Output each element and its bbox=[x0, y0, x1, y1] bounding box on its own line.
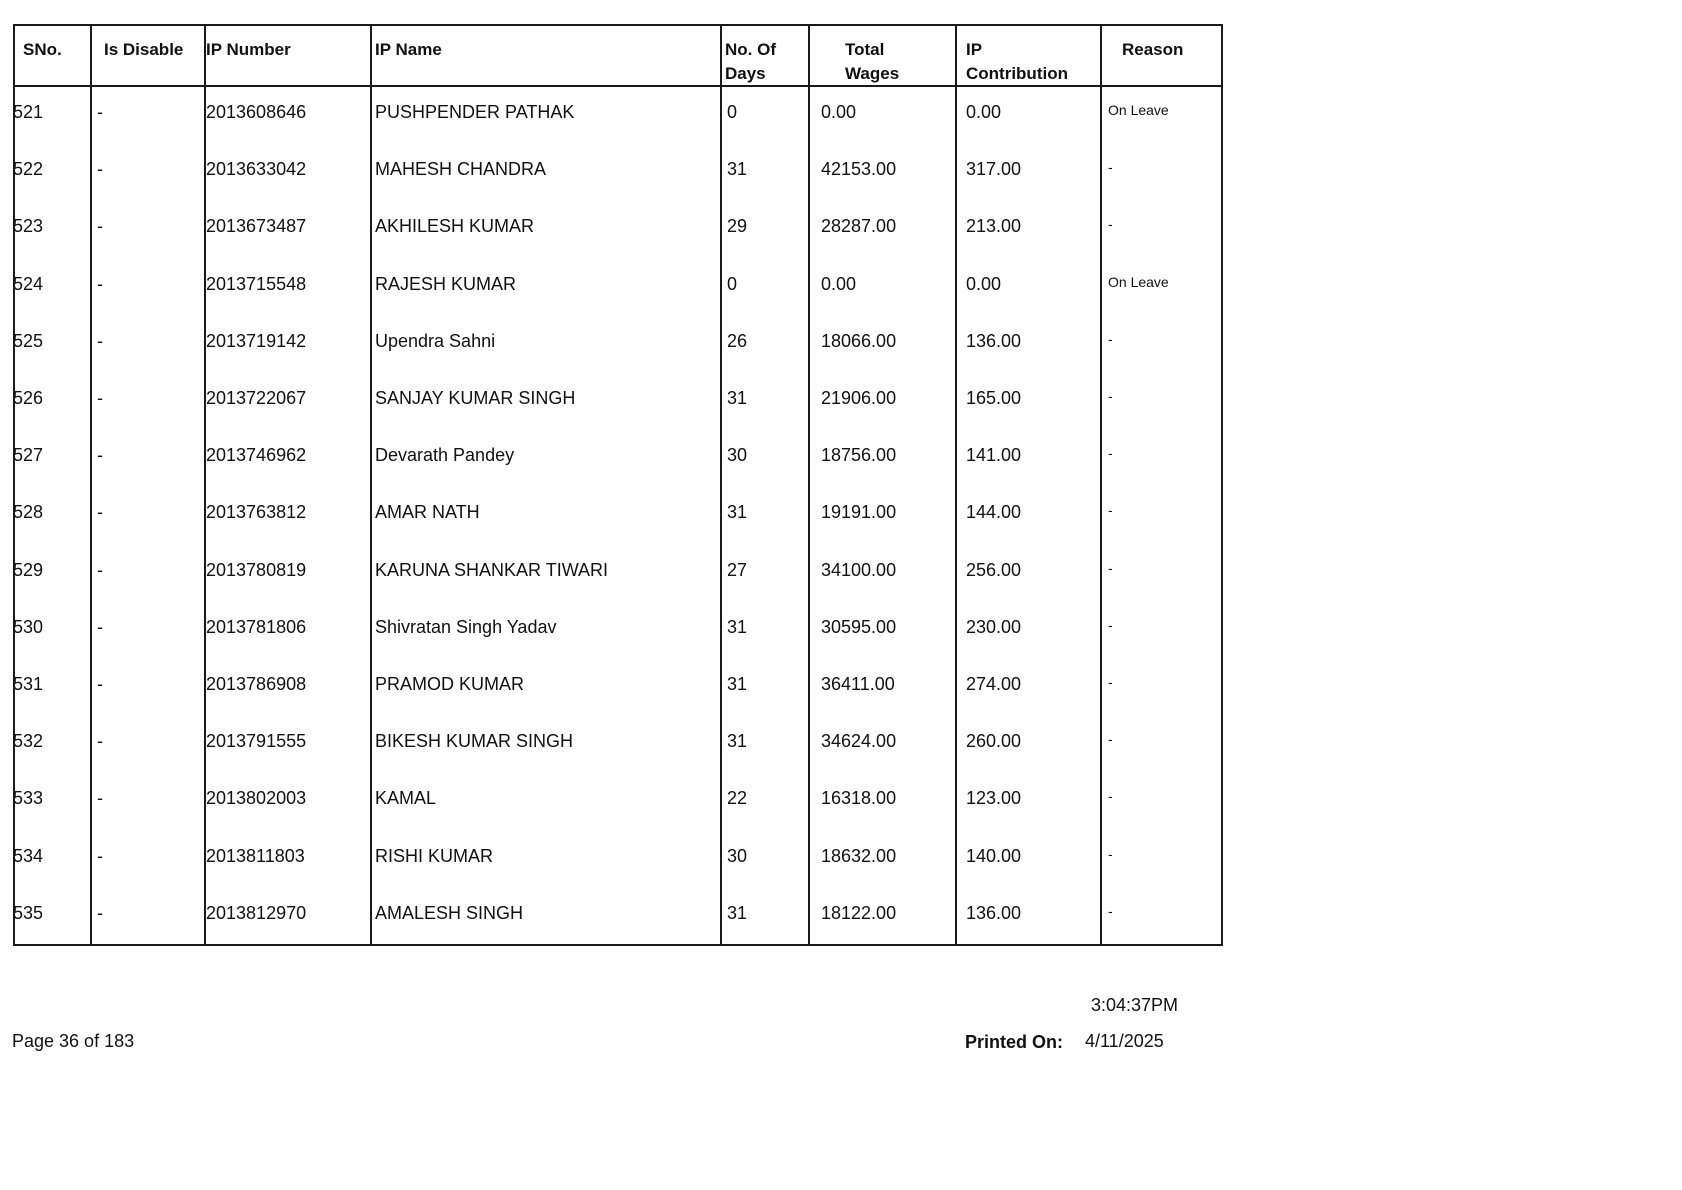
table-row bbox=[15, 94, 1221, 151]
cell-ip-number: 2013633042 bbox=[206, 159, 307, 180]
cell-is-disable: - bbox=[97, 788, 103, 809]
cell-ip-name: Shivratan Singh Yadav bbox=[375, 616, 557, 637]
table-row bbox=[15, 437, 1221, 494]
cell-ip-number: 2013746962 bbox=[206, 445, 307, 466]
cell-ip-number: 2013780819 bbox=[206, 559, 307, 580]
cell-total-wages: 0.00 bbox=[821, 273, 857, 294]
table-row bbox=[15, 838, 1221, 895]
cell-no-of-days: 31 bbox=[727, 159, 748, 180]
header-ip-name: IP Name bbox=[375, 40, 442, 59]
table-row bbox=[15, 609, 1221, 666]
cell-reason: On Leave bbox=[1108, 102, 1169, 118]
cell-sno: 528 bbox=[13, 502, 44, 523]
table-row bbox=[15, 895, 1221, 952]
cell-ip-number: 2013763812 bbox=[206, 502, 307, 523]
cell-reason: - bbox=[1108, 788, 1113, 805]
cell-reason: - bbox=[1108, 502, 1113, 519]
cell-ip-contribution: 136.00 bbox=[966, 902, 1022, 923]
cell-sno: 530 bbox=[13, 616, 44, 637]
printed-on-label: Printed On: bbox=[965, 1032, 1063, 1052]
header-no-of-days bbox=[725, 26, 776, 86]
cell-ip-name: MAHESH CHANDRA bbox=[375, 159, 547, 180]
header-ip-contribution bbox=[966, 26, 1068, 86]
cell-ip-contribution: 274.00 bbox=[966, 674, 1022, 694]
cell-reason: On Leave bbox=[1108, 273, 1169, 290]
table-row bbox=[15, 780, 1221, 837]
cell-total-wages: 30595.00 bbox=[821, 616, 897, 637]
cell-total-wages: 16318.00 bbox=[821, 788, 897, 809]
header-total-wages-line2: Wages bbox=[845, 64, 900, 83]
cell-reason: - bbox=[1108, 674, 1113, 690]
table-row bbox=[15, 208, 1221, 265]
cell-total-wages: 18632.00 bbox=[821, 845, 897, 866]
cell-no-of-days: 0 bbox=[727, 102, 738, 122]
cell-no-of-days: 26 bbox=[727, 330, 748, 351]
cell-total-wages: 28287.00 bbox=[821, 216, 897, 237]
header-is-disable: Is Disable bbox=[104, 40, 184, 59]
table-row bbox=[15, 494, 1221, 551]
cell-reason: - bbox=[1108, 330, 1113, 347]
cell-no-of-days: 31 bbox=[727, 731, 748, 752]
cell-no-of-days: 31 bbox=[727, 502, 748, 523]
cell-sno: 523 bbox=[13, 216, 44, 237]
cell-ip-name: AMALESH SINGH bbox=[375, 902, 524, 923]
printed-time: 3:04:37PM bbox=[1091, 995, 1179, 1015]
cell-is-disable: - bbox=[97, 216, 103, 237]
cell-total-wages: 18756.00 bbox=[821, 445, 897, 466]
table-row bbox=[15, 552, 1221, 609]
header-no-of-days-line1: No. Of bbox=[725, 40, 776, 59]
cell-ip-contribution: 256.00 bbox=[966, 559, 1022, 580]
cell-is-disable: - bbox=[97, 845, 103, 866]
table-row bbox=[15, 723, 1221, 780]
cell-sno: 532 bbox=[13, 731, 44, 752]
cell-ip-name: Devarath Pandey bbox=[375, 445, 515, 466]
cell-ip-contribution: 0.00 bbox=[966, 273, 1002, 294]
cell-ip-contribution: 123.00 bbox=[966, 788, 1022, 809]
cell-ip-name: RAJESH KUMAR bbox=[375, 273, 517, 294]
cell-is-disable: - bbox=[97, 159, 103, 180]
cell-ip-number: 2013791555 bbox=[206, 731, 307, 752]
header-ip-contribution-line2: Contribution bbox=[966, 64, 1068, 83]
cell-reason: - bbox=[1108, 159, 1113, 176]
cell-no-of-days: 30 bbox=[727, 445, 748, 466]
cell-is-disable: - bbox=[97, 674, 103, 694]
header-no-of-days-line2: Days bbox=[725, 64, 766, 83]
cell-no-of-days: 31 bbox=[727, 674, 748, 694]
cell-ip-contribution: 260.00 bbox=[966, 731, 1022, 752]
cell-ip-number: 2013673487 bbox=[206, 216, 307, 237]
cell-reason: - bbox=[1108, 616, 1113, 633]
cell-ip-name: RISHI KUMAR bbox=[375, 845, 494, 866]
table-row bbox=[15, 151, 1221, 208]
cell-sno: 526 bbox=[13, 388, 44, 408]
cell-is-disable: - bbox=[97, 273, 103, 294]
cell-total-wages: 36411.00 bbox=[821, 674, 895, 694]
cell-total-wages: 19191.00 bbox=[821, 502, 897, 523]
cell-is-disable: - bbox=[97, 330, 103, 351]
cell-total-wages: 34624.00 bbox=[821, 731, 897, 752]
cell-is-disable: - bbox=[97, 902, 103, 923]
table-row bbox=[15, 666, 1221, 723]
cell-sno: 534 bbox=[13, 845, 44, 866]
table-row bbox=[15, 323, 1221, 380]
cell-no-of-days: 30 bbox=[727, 845, 748, 866]
cell-sno: 535 bbox=[13, 902, 44, 923]
cell-ip-name: KARUNA SHANKAR TIWARI bbox=[375, 559, 609, 580]
cell-ip-name: PUSHPENDER PATHAK bbox=[375, 102, 575, 122]
cell-ip-contribution: 317.00 bbox=[966, 159, 1022, 180]
cell-sno: 521 bbox=[13, 102, 44, 122]
cell-sno: 524 bbox=[13, 273, 44, 294]
cell-sno: 533 bbox=[13, 788, 44, 809]
cell-ip-name: PRAMOD KUMAR bbox=[375, 674, 525, 694]
cell-reason: - bbox=[1108, 902, 1113, 919]
cell-is-disable: - bbox=[97, 502, 103, 523]
cell-no-of-days: 31 bbox=[727, 388, 748, 408]
cell-no-of-days: 22 bbox=[727, 788, 748, 809]
header-sno: SNo. bbox=[23, 40, 62, 59]
cell-ip-name: KAMAL bbox=[375, 788, 437, 809]
cell-total-wages: 18122.00 bbox=[821, 902, 897, 923]
cell-ip-contribution: 213.00 bbox=[966, 216, 1022, 237]
cell-ip-name: AMAR NATH bbox=[375, 502, 480, 523]
table-row bbox=[15, 266, 1221, 323]
table-row bbox=[15, 380, 1221, 437]
cell-no-of-days: 0 bbox=[727, 273, 738, 294]
cell-sno: 522 bbox=[13, 159, 44, 180]
contribution-table bbox=[13, 24, 1223, 946]
cell-total-wages: 0.00 bbox=[821, 102, 857, 122]
cell-sno: 525 bbox=[13, 330, 44, 351]
cell-total-wages: 42153.00 bbox=[821, 159, 897, 180]
cell-total-wages: 34100.00 bbox=[821, 559, 897, 580]
cell-ip-name: BIKESH KUMAR SINGH bbox=[375, 731, 574, 752]
cell-ip-contribution: 0.00 bbox=[966, 102, 1002, 122]
cell-no-of-days: 31 bbox=[727, 902, 748, 923]
cell-ip-contribution: 230.00 bbox=[966, 616, 1022, 637]
header-ip-contribution-line1: IP bbox=[966, 40, 983, 59]
cell-reason: - bbox=[1108, 559, 1113, 576]
cell-no-of-days: 27 bbox=[727, 559, 748, 580]
cell-is-disable: - bbox=[97, 616, 103, 637]
header-reason: Reason bbox=[1122, 40, 1184, 59]
cell-no-of-days: 29 bbox=[727, 216, 748, 237]
cell-ip-contribution: 141.00 bbox=[966, 445, 1022, 466]
cell-ip-name: AKHILESH KUMAR bbox=[375, 216, 535, 237]
cell-reason: - bbox=[1108, 731, 1113, 748]
cell-total-wages: 18066.00 bbox=[821, 330, 897, 351]
cell-ip-number: 2013608646 bbox=[206, 102, 307, 122]
cell-is-disable: - bbox=[97, 388, 103, 408]
cell-ip-number: 2013802003 bbox=[206, 788, 307, 809]
cell-ip-number: 2013786908 bbox=[206, 674, 307, 694]
cell-ip-contribution: 136.00 bbox=[966, 330, 1022, 351]
cell-ip-number: 2013812970 bbox=[206, 902, 307, 923]
cell-is-disable: - bbox=[97, 559, 103, 580]
cell-ip-name: SANJAY KUMAR SINGH bbox=[375, 388, 576, 408]
cell-ip-number: 2013715548 bbox=[206, 273, 307, 294]
cell-reason: - bbox=[1108, 216, 1113, 233]
header-total-wages-line1: Total bbox=[845, 40, 885, 59]
cell-ip-name: Upendra Sahni bbox=[375, 330, 496, 351]
cell-ip-number: 2013781806 bbox=[206, 616, 307, 637]
cell-reason: - bbox=[1108, 388, 1113, 404]
header-total-wages bbox=[845, 26, 899, 86]
cell-sno: 529 bbox=[13, 559, 44, 580]
cell-sno: 531 bbox=[13, 674, 44, 694]
cell-ip-contribution: 165.00 bbox=[966, 388, 1022, 408]
cell-ip-number: 2013722067 bbox=[206, 388, 307, 408]
cell-reason: - bbox=[1108, 445, 1113, 462]
cell-is-disable: - bbox=[97, 445, 103, 466]
cell-ip-number: 2013811803 bbox=[206, 845, 305, 866]
cell-sno: 527 bbox=[13, 445, 44, 466]
cell-reason: - bbox=[1108, 845, 1113, 862]
printed-date: 4/11/2025 bbox=[1085, 1031, 1164, 1051]
cell-total-wages: 21906.00 bbox=[821, 388, 897, 408]
cell-ip-number: 2013719142 bbox=[206, 330, 307, 351]
page-indicator: Page 36 of 183 bbox=[12, 1031, 135, 1051]
cell-is-disable: - bbox=[97, 731, 103, 752]
cell-no-of-days: 31 bbox=[727, 616, 748, 637]
cell-ip-contribution: 140.00 bbox=[966, 845, 1022, 866]
cell-ip-contribution: 144.00 bbox=[966, 502, 1022, 523]
header-ip-number: IP Number bbox=[206, 40, 291, 59]
cell-is-disable: - bbox=[97, 102, 103, 122]
